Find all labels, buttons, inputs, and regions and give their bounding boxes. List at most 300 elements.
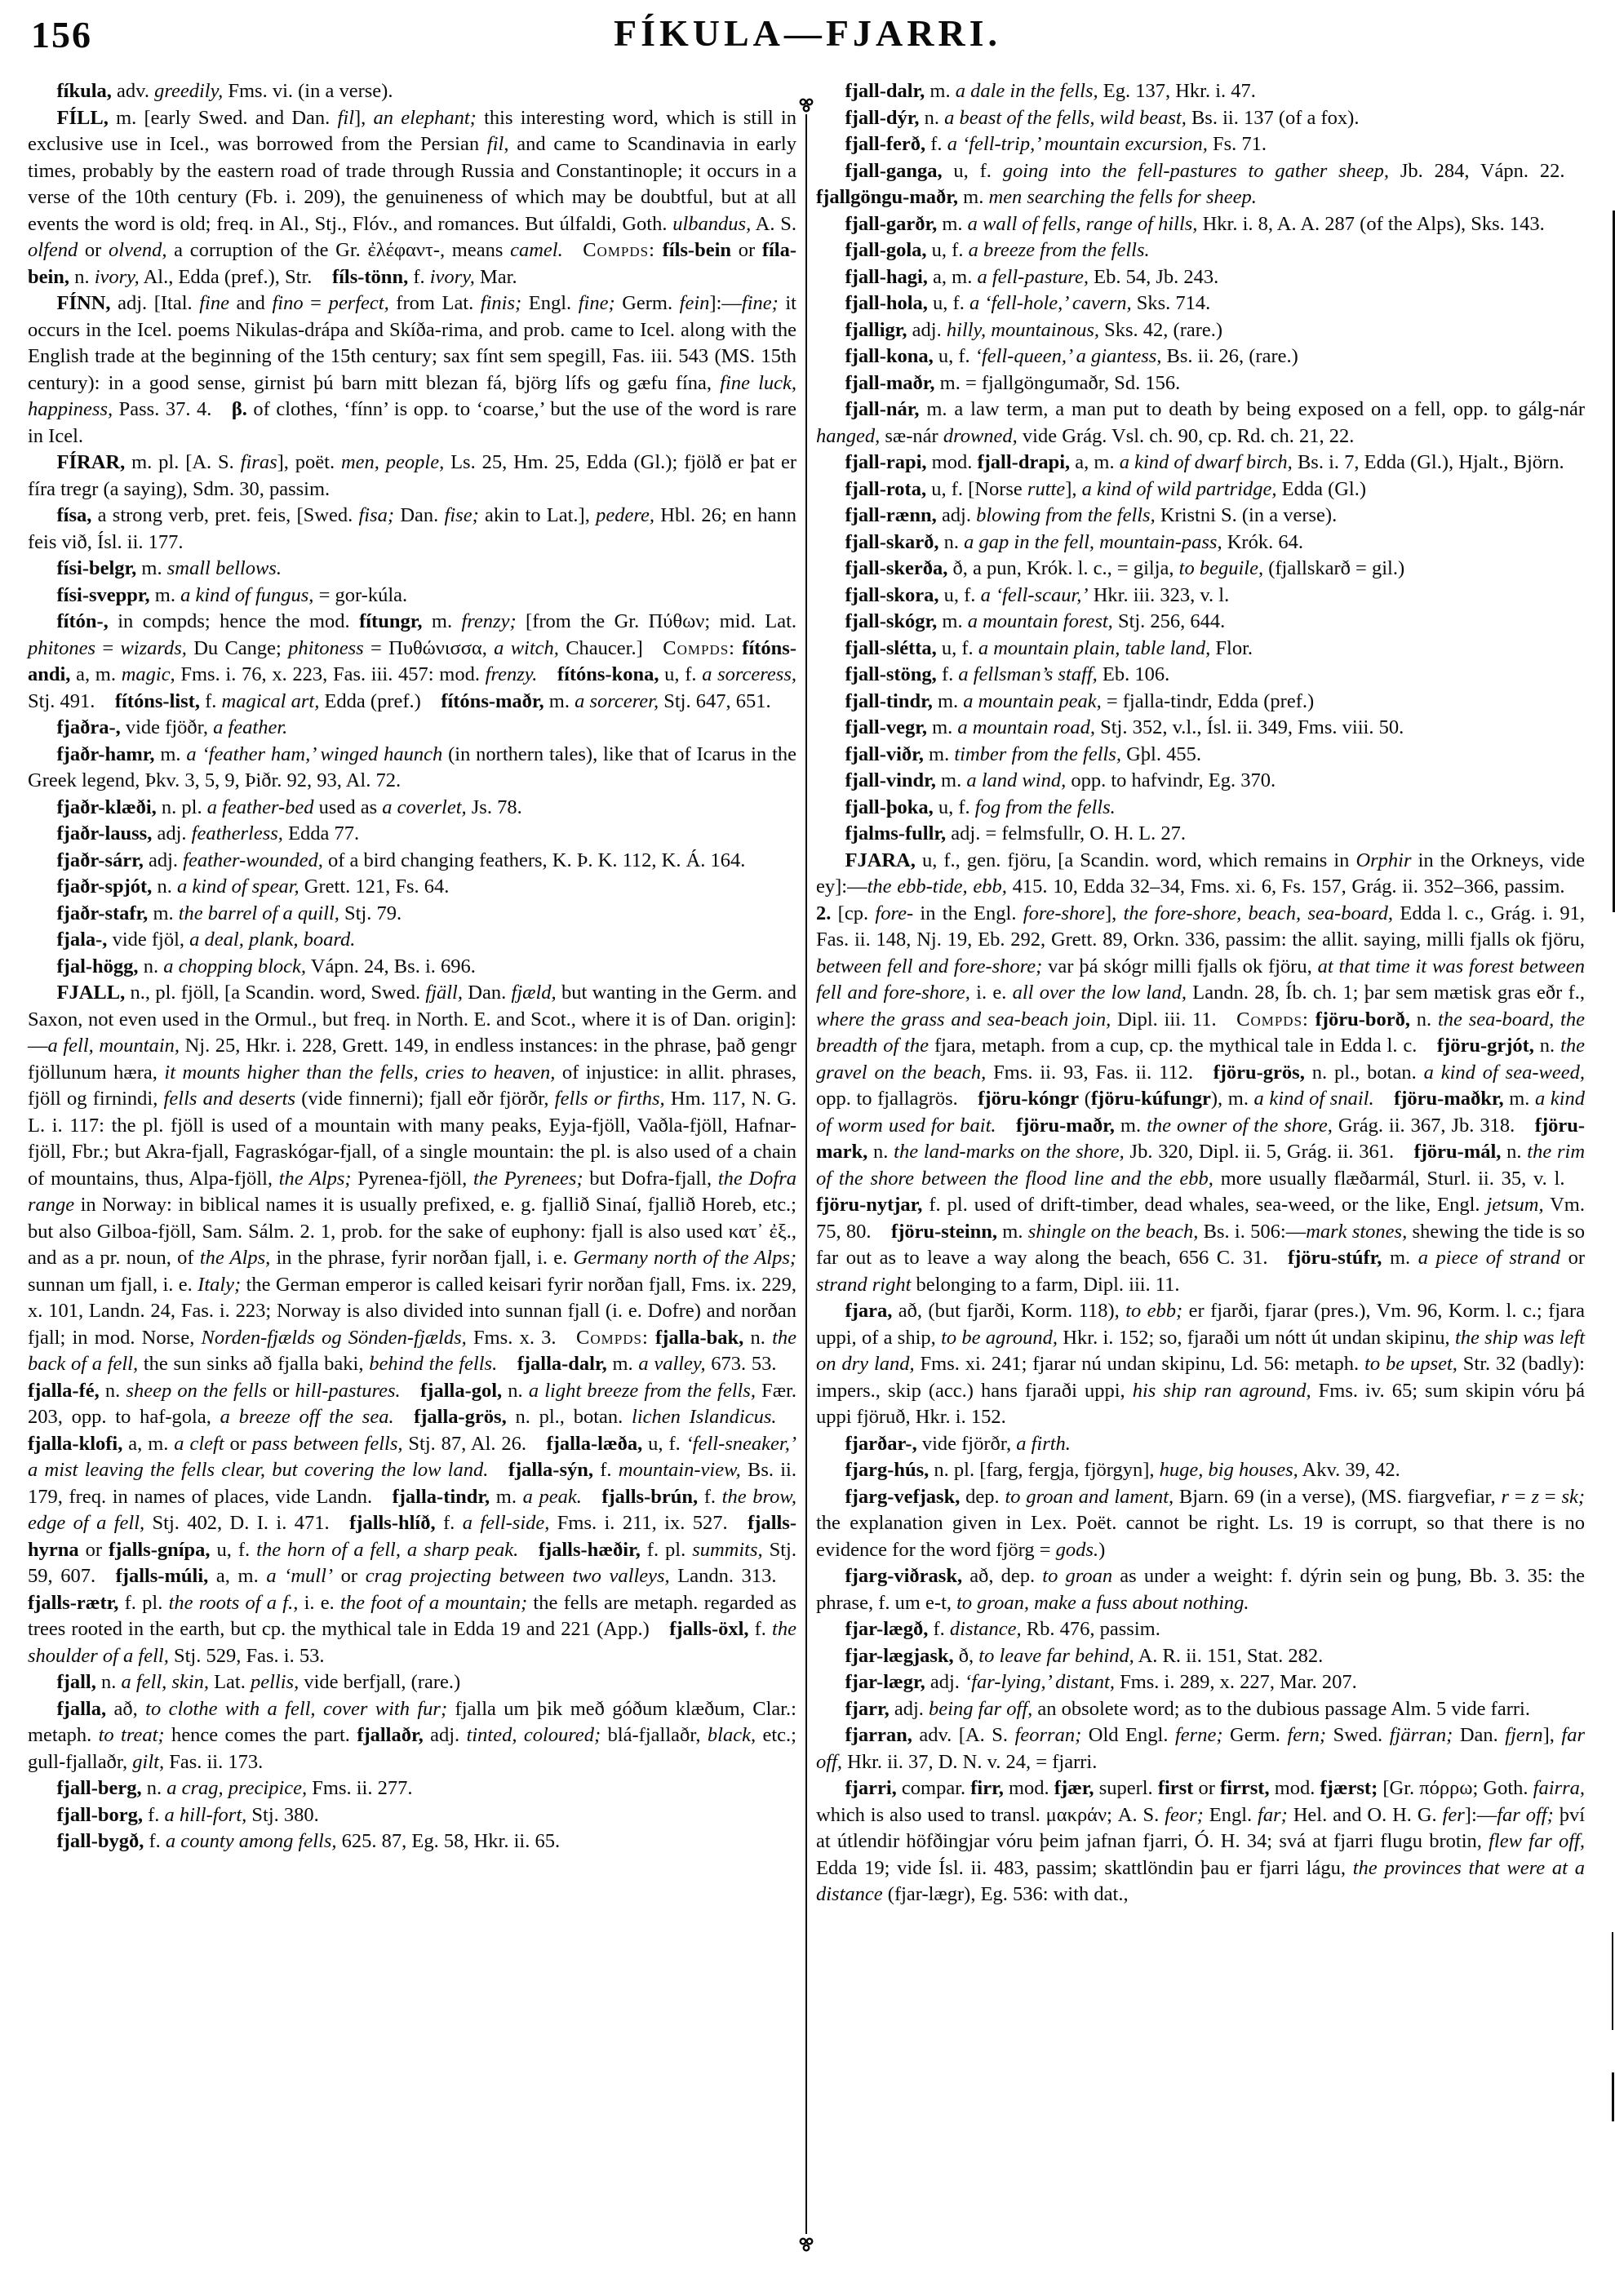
text-run: = (1509, 1485, 1532, 1508)
text-run: sunnan um fjall, i. e. (28, 1273, 198, 1296)
text-run: u, f. (933, 345, 975, 367)
text-run: the roots of a f., (168, 1591, 299, 1614)
text-run: Stj. 647, 651. (659, 689, 771, 712)
text-run: a ‘mull’ (266, 1565, 334, 1587)
text-run: blowing from the fells, (976, 504, 1156, 526)
text-run: a wall of fells, range of hills, (967, 212, 1198, 235)
text-run: shewing the tide is so far out as to leave a way along the beach, 656 C. 31. (816, 1220, 1586, 1269)
text-run: drowned, (943, 424, 1018, 447)
text-run: fjalla-tindr, (392, 1485, 490, 1508)
text-run: m. (937, 212, 968, 235)
text-run: Landn. 28, Íb. ch. 1; þar sem mætisk gras eðr f., (1187, 982, 1585, 1004)
text-run: n. (69, 265, 95, 288)
text-run: shingle on the beach, (1027, 1220, 1199, 1243)
text-run: ], (354, 106, 374, 129)
text-run: compar. (896, 1777, 971, 1799)
text-run: Germ. (1222, 1724, 1288, 1746)
text-run: m. (935, 769, 967, 791)
entry-headword: físi-belgr, (56, 557, 137, 579)
text-run: Dan. (394, 504, 445, 526)
text-run: gilt, (132, 1750, 165, 1773)
text-run: fjalla-fé, (28, 1379, 100, 1402)
text-run (1309, 1008, 1316, 1031)
text-run: Flor. (1210, 636, 1253, 659)
text-run: n. (919, 106, 945, 129)
dictionary-entry (816, 1563, 1585, 1616)
dictionary-entry (816, 715, 1585, 742)
text-run: n. (141, 1777, 167, 1799)
text-run: z (1531, 1485, 1539, 1508)
text-run: of clothes, ‘fínn’ is opp. to ‘coarse,’ but the use of the word is rare in Icel. (28, 398, 796, 447)
entry-headword: fjall-skógr, (845, 610, 938, 632)
entry-headword: fjaðr-sárr, (56, 849, 144, 871)
text-run: Bs. ii. 26, (rare.) (1161, 345, 1298, 367)
text-run: hill-pastures. (295, 1379, 401, 1402)
text-run: the ship was left on dry land, (816, 1326, 1586, 1375)
entry-headword: fjall-skarð, (845, 530, 939, 553)
text-run: blá-fjallaðr, (601, 1724, 708, 1746)
dictionary-entry (816, 344, 1585, 370)
text-run: Landn. 313. (669, 1565, 797, 1587)
text-run: m. (926, 716, 958, 738)
text-run: Nj. 25, Hkr. i. 228, Grett. 149, in endless instances: in the phrase, það gengr fjöllunum hæra, (28, 1035, 796, 1084)
text-run: a kind of wild partridge, (1081, 477, 1277, 500)
text-run: a fellsman’s staff, (958, 663, 1098, 685)
text-run: Bs. ii. 137 (of a fox). (1186, 106, 1360, 129)
entry-headword: fjall-hagi, (845, 265, 928, 288)
text-run: = (1539, 1485, 1562, 1508)
text-run: tinted, coloured; (466, 1724, 601, 1746)
text-run: m. (422, 610, 462, 632)
text-run: Germany north of the Alps; (573, 1247, 797, 1269)
text-run: u, f. (938, 583, 981, 606)
page-number: 156 (31, 14, 92, 55)
text-run: fino (272, 292, 304, 314)
text-run: fjöru-kúfungr (1090, 1088, 1211, 1110)
text-run: hence comes the part. (164, 1724, 357, 1746)
text-run (537, 663, 557, 685)
text-run: olfend (28, 239, 78, 261)
text-run: Ls. 25, Hm. 25, Edda (Gl.); fjölð er þat er fíra tregr (a saying), Sdm. 30, passim. (28, 451, 797, 500)
dictionary-entry (816, 1643, 1585, 1670)
dictionary-entry (816, 1431, 1585, 1458)
text-run: fíls-tönn, (331, 265, 409, 288)
text-run: r (1501, 1485, 1510, 1508)
text-run: the fore-shore, beach, sea-board, (1123, 902, 1394, 924)
text-run: m. (937, 610, 968, 632)
text-run: Sks. 42, (rare.) (1099, 318, 1223, 341)
text-run: feather-wounded, (183, 849, 323, 871)
text-run: to beguile, (1178, 557, 1264, 579)
text-run: Compds: (583, 239, 655, 261)
text-run: finis; (480, 292, 522, 314)
text-run: fjöru-grös, (1213, 1061, 1305, 1084)
text-run: Du Cange; (186, 636, 289, 659)
text-run: fjalls-hæðir, (538, 1538, 641, 1561)
text-run: Edda (pref.) (319, 689, 441, 712)
text-run: fer (1442, 1803, 1465, 1826)
text-run: að, (106, 1697, 146, 1720)
entry-headword: fjall-dýr, (845, 106, 920, 129)
entry-headword: fjarðar-, (845, 1432, 917, 1455)
dictionary-entry (28, 1696, 796, 1776)
text-run: u, f. (942, 159, 1003, 182)
text-run: a corruption of the Gr. ἐλέφαντ-, means (166, 239, 511, 261)
text-run: Fær. 203, opp. to haf-gola, (28, 1379, 797, 1428)
text-run: m. (1382, 1247, 1418, 1269)
text-run: fjäll, (425, 982, 463, 1004)
text-run: Stj. 352, v.l., Ísl. ii. 349, Fms. viii. 50. (1094, 716, 1404, 738)
text-run: a hill-fort, (164, 1803, 247, 1826)
text-run: Stj. 529, Fas. i. 53. (168, 1644, 325, 1667)
entry-headword: fjarr, (845, 1697, 890, 1720)
text-run: fjalla um þik með góðum klæðum, Clar.: metaph. (28, 1697, 796, 1746)
text-run: adj. (907, 318, 947, 341)
text-run: Engl. (521, 292, 579, 314)
text-run: f. (435, 1512, 463, 1534)
entry-headword: fjarg-hús, (845, 1459, 930, 1481)
text-run: which is also used to transl. μακράν; A. S. (816, 1803, 1165, 1826)
text-run: a mountain plain, table land, (978, 636, 1211, 659)
entry-headword: FJARA, (845, 849, 916, 871)
text-run: frenzy. (485, 663, 538, 685)
text-run: Fms. i. 76, x. 223, Fas. iii. 457: mod. (175, 663, 486, 685)
text-run: fjalla-grös, (414, 1406, 507, 1428)
text-run: ], poët. (277, 451, 341, 473)
text-run: n. (502, 1379, 529, 1402)
text-run: Stj. 79. (339, 902, 402, 924)
text-run: Eb. 54, Jb. 243. (1089, 265, 1219, 288)
text-run: 625. 87, Eg. 58, Hkr. ii. 65. (336, 1830, 561, 1852)
text-run: men, people, (340, 451, 445, 473)
text-run: ]:— (709, 292, 742, 314)
text-run: pass between fells, (251, 1432, 403, 1455)
text-run: ivory, (429, 265, 475, 288)
text-run: used as (313, 796, 383, 818)
text-run: er fjarði, fjarar (pres.), Vm. 96, Korm. l. c.; fjara uppi, of a ship, (816, 1300, 1585, 1349)
entry-headword: físa, (56, 504, 92, 526)
text-run (401, 1380, 421, 1402)
text-run: Edda 19; vide Ísl. ii. 483, passim; skattlöndin þau er fjarri lágu, (816, 1856, 1353, 1879)
text-run: Stj. 491. (28, 689, 115, 712)
text-run: crag projecting between two valleys, (365, 1565, 670, 1587)
text-run: ð, (953, 1644, 979, 1667)
text-run: huge, big houses, (1159, 1459, 1298, 1481)
entry-headword: fjaðr-lauss, (56, 822, 153, 844)
entry-headword: fjaðr-klæði, (56, 796, 157, 818)
text-run: f. pl. used of drift-timber, dead whales, sea-weed, or the like, Engl. (922, 1194, 1487, 1216)
text-run: adj. (143, 849, 184, 871)
dictionary-entry (28, 795, 796, 822)
text-run: m. (606, 1353, 639, 1375)
text-run: u, f. (926, 239, 969, 261)
dictionary-entry (816, 1484, 1585, 1564)
text-run: f. (200, 689, 222, 712)
text-run: rutte (1027, 477, 1066, 500)
dictionary-entry (816, 78, 1585, 105)
text-run: u, f. (927, 292, 969, 314)
text-run: fore- (875, 902, 914, 924)
entry-headword: fjall-ferð, (845, 133, 926, 155)
text-run: fjöru-borð, (1315, 1008, 1410, 1031)
text-run: u, f. (642, 1432, 686, 1455)
text-run: Eg. 137, Hkr. i. 47. (1098, 80, 1256, 102)
text-run: all over the low land, (1012, 982, 1187, 1004)
dictionary-entry (816, 317, 1585, 344)
text-run: f. (144, 1830, 166, 1852)
text-run: (fjar-lægr), Eg. 536: with dat., (882, 1883, 1129, 1905)
text-run: Grett. 121, Fs. 64. (299, 875, 450, 898)
text-run: a coverlet, (382, 796, 467, 818)
text-run: jetsum, (1486, 1194, 1544, 1216)
text-run: opp. to fjallagrös. (816, 1088, 978, 1110)
text-run: Pass. 37. 4. (113, 398, 232, 420)
text-run: the German emperor is called keisari fyrir norðan fjall, Fms. ix. 229, x. 101, Landn. 24, Fas. i. 223; Norway is also divided into sunnan fjall (i. e. Dofre) and norðan fjall; in mod. Norse, (28, 1273, 796, 1349)
dictionary-entry (816, 397, 1585, 450)
text-run: the provinces that were at a distance (816, 1856, 1586, 1905)
text-run: adj. (152, 822, 192, 844)
text-run: fog from the fells. (974, 796, 1116, 818)
text-run: fjalls-gnípa, (109, 1538, 211, 1561)
dictionary-entry (816, 290, 1585, 317)
entry-headword: fjall-rænn, (845, 504, 937, 526)
text-run: Grág. ii. 367, Jb. 318. (1332, 1114, 1535, 1137)
text-run: fíls-bein (662, 239, 732, 261)
text-run: sk; (1561, 1485, 1586, 1508)
text-run: akin to Lat.], (478, 504, 597, 526)
text-run: greedily, (154, 80, 224, 102)
text-run: Fms. iv. 65; sum skipin vóru þá uppi fjöruð, Hkr. i. 152. (816, 1379, 1586, 1428)
text-run: m. (490, 1485, 523, 1508)
text-run: sheep on the fells (126, 1379, 267, 1402)
text-run: a sorceress, (702, 663, 796, 685)
text-run: ivory, (94, 265, 140, 288)
text-run: a ‘feather ham,’ winged haunch (186, 742, 443, 765)
text-run: fjallgöngu-maðr, (816, 186, 959, 208)
text-run: behind the fells. (369, 1353, 498, 1375)
text-run: featherless, (191, 822, 283, 844)
entry-headword: fjall-skora, (845, 583, 939, 606)
text-run: a fell-side, (462, 1512, 550, 1534)
text-run: fisa; (358, 504, 395, 526)
text-run: a mountain forest, (967, 610, 1113, 632)
text-run: a, m. (70, 663, 122, 685)
dictionary-entry (816, 768, 1585, 795)
text-run: a kind of worm used for bait. (816, 1088, 1586, 1137)
text-run: Stj. 256, 644. (1112, 610, 1226, 632)
text-run: a strong verb, pret. feis, [Swed. (91, 504, 359, 526)
entry-headword: fjar-lægjask, (845, 1644, 954, 1667)
text-run: this interesting word, which is still in exclusive use in Icel., was borrowed from the Persian (28, 106, 796, 155)
entry-headword: fjalms-fullr, (845, 822, 947, 844)
text-run: belonging to a farm, Dipl. iii. 11. (911, 1273, 1180, 1296)
text-run: fítungr, (359, 610, 423, 632)
text-run: m. (997, 1220, 1028, 1243)
text-run: f. pl. (118, 1591, 169, 1614)
text-run: ]:— (1464, 1803, 1497, 1826)
text-run: fine; (578, 292, 615, 314)
dictionary-entry (816, 131, 1585, 158)
text-run: fjöru-steinn, (891, 1220, 998, 1243)
entry-headword: fjar-lægr, (845, 1671, 925, 1693)
dictionary-entry (28, 556, 796, 583)
entry-headword: fjaðr-spjót, (56, 875, 153, 898)
text-run: a, m. (122, 1432, 175, 1455)
entry-headword: fjarran, (845, 1724, 912, 1746)
text-run: it mounts higher than the fells, cries to heaven, (164, 1061, 556, 1084)
dictionary-entry (28, 583, 796, 609)
entry-headword: fjall-kona, (845, 345, 934, 367)
text-run (488, 1459, 508, 1481)
text-run: a gap in the fell, mountain-pass, (964, 530, 1222, 553)
text-run: ), m. (1210, 1088, 1254, 1110)
dictionary-entry (816, 158, 1585, 211)
text-run: fjalls-rætr, (28, 1591, 119, 1614)
text-run: to groan and lament, (1005, 1485, 1174, 1508)
text-run: it occurs in the Icel. poems Nikulas-drápa and Skíða-rima, and prob. came to Icel. along with the English trade at the beginning of the 15th century; sax fínt sem spegill, Fas. iii. 543 (MS. 15th century): in a good sense, girnist þú barn mitt blezan fá, björg lífs og gæfu fína, (28, 292, 796, 394)
text-run: far; (1258, 1803, 1288, 1826)
text-run: the Pyrenees; (473, 1167, 583, 1190)
text-run: a fell-pasture, (977, 265, 1089, 288)
text-run: to groan, make a fuss about nothing. (956, 1591, 1249, 1614)
text-run: n., pl. fjöll, [a Scandin. word, Swed. (125, 982, 426, 1004)
text-run: Js. 78. (466, 796, 522, 818)
text-run: feorran; (1014, 1724, 1082, 1746)
text-run: ], (1105, 902, 1124, 924)
text-run: fjöru-grjót, (1436, 1035, 1534, 1057)
text-run: or (266, 1379, 295, 1402)
dictionary-entry (816, 450, 1585, 476)
text-run: Jb. 320, Dipl. ii. 5, Grág. ii. 361. (1124, 1141, 1414, 1163)
text-run: flew far off, (1489, 1830, 1585, 1852)
text-run: the brow, edge of a fell, (28, 1485, 797, 1534)
text-run (394, 1406, 415, 1428)
text-run: an obsolete word; as to the dubious passage Alm. 5 vide farri. (1032, 1697, 1530, 1720)
text-run: Bs. i. 7, Edda (Gl.), Hjalt., Björn. (1292, 451, 1564, 473)
dictionary-entry (816, 1616, 1585, 1643)
text-run: fine luck, happiness, (28, 371, 797, 420)
text-run: fítóns-maðr, (441, 689, 544, 712)
dictionary-entry (28, 450, 796, 503)
text-run: Fs. 71. (1207, 133, 1267, 155)
dictionary-entry (28, 927, 796, 954)
dictionary-entry (816, 556, 1585, 583)
text-run: in Norway: in biblical names it is usually prefixed, e. g. fjallið Sinaí, fjallið Horeb, etc.; but also Gilboa-fjöll, Sam. Sálm. 2. 1, prob. for the sake of euphony: fjall is also used κατ᾽ ἐξ., and as a pr. noun, of (28, 1194, 796, 1269)
text-run: Fms. vi. (in a verse). (223, 80, 393, 102)
text-run: a kind of spear, (176, 875, 299, 898)
text-run: f. (142, 1803, 165, 1826)
text-run: Gþl. 455. (1120, 742, 1201, 765)
text-run: 2. (816, 902, 832, 924)
text-run: between fell and fore-shore; (816, 955, 1043, 977)
text-run: or (1193, 1777, 1221, 1799)
text-run: fítóns-list, (114, 689, 200, 712)
text-run: wizards, (120, 636, 187, 659)
text-run: fjöru-nytjar, (816, 1194, 923, 1216)
text-run: Vápn. 24, Bs. i. 696. (306, 955, 476, 977)
dictionary-entry (816, 609, 1585, 636)
text-run: n. (1533, 1035, 1561, 1057)
text-run: Compds: (1236, 1008, 1309, 1031)
text-run: the horn of a fell, a sharp peak. (256, 1538, 519, 1561)
text-run: and (228, 292, 273, 314)
text-run: small bellows. (166, 557, 282, 579)
text-run: Krók. 64. (1222, 530, 1303, 553)
text-run: Engl. (1203, 1803, 1258, 1826)
text-run: fil (337, 106, 354, 129)
text-run: the foot of a mountain; (340, 1591, 528, 1614)
entry-headword: fjara, (845, 1300, 893, 1322)
text-run: the land-marks on the shore, (894, 1141, 1125, 1163)
text-run: firr, (970, 1777, 1004, 1799)
text-run: f. (408, 265, 430, 288)
text-run: camel. (510, 239, 563, 261)
text-run: Old Engl. (1081, 1724, 1175, 1746)
text-run: fjärran; (1389, 1724, 1453, 1746)
text-run: etc.; gull-fjallaðr, (28, 1724, 796, 1773)
text-run: Hel. and O. H. G. (1287, 1803, 1443, 1826)
entry-headword: FJALL, (56, 982, 126, 1004)
text-run: to leave far behind, (978, 1644, 1134, 1667)
text-run: i. e. (969, 982, 1013, 1004)
text-run: strand right (816, 1273, 912, 1296)
column-divider (796, 78, 816, 1908)
text-run: fjöru-stúfr, (1287, 1247, 1382, 1269)
text-run: fells or firths, (554, 1088, 665, 1110)
text-run: f. pl. (640, 1538, 693, 1561)
text-run: the shoulder of a fell, (28, 1618, 796, 1667)
text-run: dep. (960, 1485, 1005, 1508)
text-run: n. (99, 1379, 126, 1402)
text-run: a, m. (927, 265, 978, 288)
text-run: Eb. 106. (1097, 663, 1170, 685)
text-run: phitones (28, 636, 96, 659)
text-run: f. (936, 663, 959, 685)
text-run: feor; (1165, 1803, 1204, 1826)
entry-headword: fjall-ganga, (845, 159, 943, 182)
text-run: fore-shore (1023, 902, 1106, 924)
text-run: hanged, (816, 424, 881, 447)
text-run: vide fjöl, (107, 929, 190, 951)
dictionary-entry (28, 78, 796, 105)
text-run: fjæld, (511, 982, 557, 1004)
entry-headword: fjal-högg, (56, 955, 139, 977)
text-run: Compds: (576, 1326, 649, 1349)
text-run: a piece of strand (1418, 1247, 1561, 1269)
entry-headword: fjala-, (56, 929, 108, 951)
entry-headword: fjall-hola, (845, 292, 928, 314)
dictionary-entry (816, 264, 1585, 291)
text-run: hilly, mountainous, (946, 318, 1099, 341)
dictionary-entry (28, 821, 796, 848)
text-run: firrst, (1220, 1777, 1270, 1799)
text-run: ferne; (1174, 1724, 1223, 1746)
text-run: the fells are metaph. regarded as trees rooted in the earth, but cp. the mythical tale in Edda 19 and 221 (App.) (28, 1591, 797, 1640)
text-run: fjalla-klofi, (28, 1432, 123, 1455)
text-run: fjalla-gol, (420, 1379, 503, 1402)
text-run: fjöru-mál, (1413, 1141, 1502, 1163)
text-run: ulbandus, (672, 212, 752, 235)
text-run: fjöru-mark, (816, 1114, 1586, 1163)
dictionary-entry (816, 1457, 1585, 1484)
text-run: a peak. (522, 1485, 582, 1508)
text-run: fítóns-andi, (28, 636, 796, 685)
dictionary-entry (28, 742, 796, 795)
text-run: or (1560, 1247, 1585, 1269)
column-right (816, 78, 1585, 1908)
text-run: the Alps; (278, 1167, 352, 1190)
text-run: the back of a fell, (28, 1326, 797, 1375)
